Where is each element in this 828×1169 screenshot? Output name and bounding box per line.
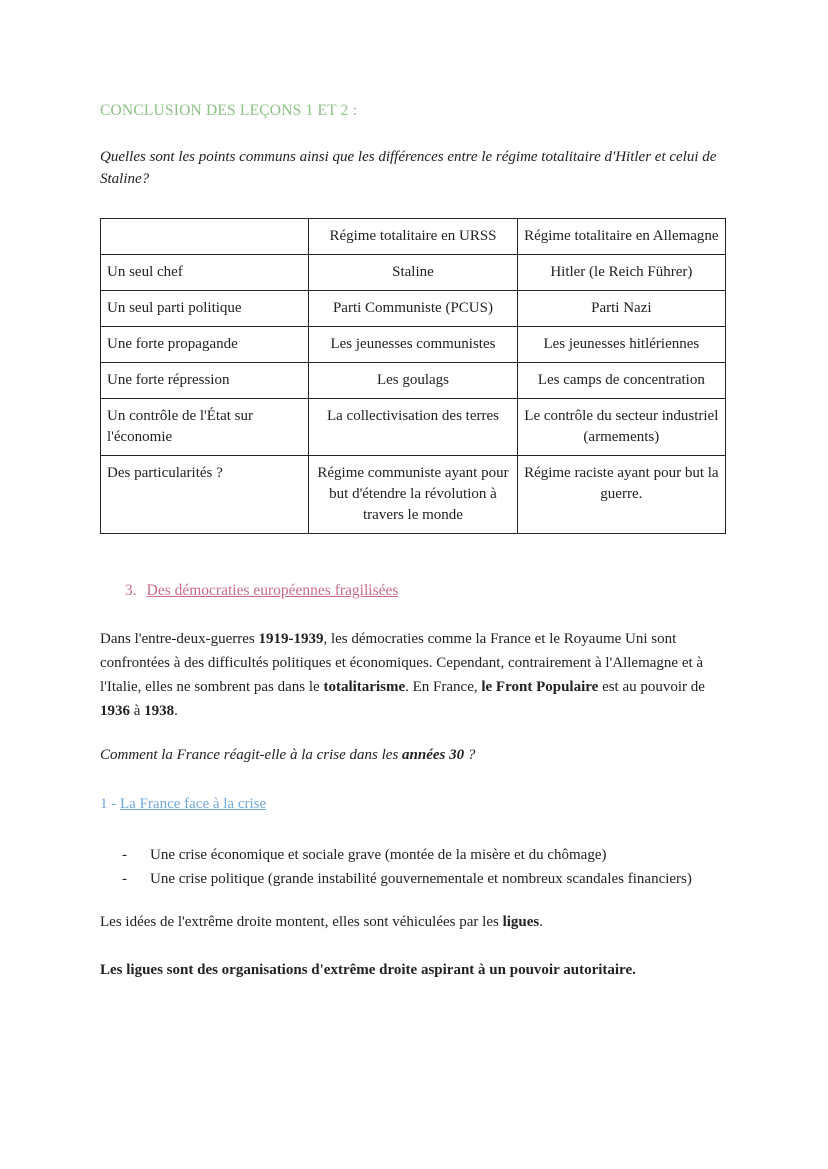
crisis-list — [122, 843, 692, 891]
table-cell: Un seul parti politique — [101, 291, 309, 327]
table-cell: Un seul chef — [101, 255, 309, 291]
ligues-definition: Les ligues sont des organisations d'extrême droite aspirant à un pouvoir autoritaire. — [100, 962, 636, 978]
ideas-keyword: ligues — [502, 914, 540, 930]
question-keyword: années 30 — [402, 747, 465, 763]
table-cell: Staline — [309, 255, 517, 291]
paragraph-text: . En France, — [405, 679, 482, 695]
table-row — [101, 255, 726, 291]
table-row — [101, 363, 726, 399]
table-cell: Une forte propagande — [101, 327, 309, 363]
bullet-marker: - — [122, 847, 127, 863]
table-cell: Les jeunesses communistes — [309, 327, 517, 363]
list-item-text: Une crise politique (grande instabilité gouvernementale et nombreux scandales financiers) — [150, 871, 692, 887]
ideas-text: Les idées de l'extrême droite montent, elles sont véhiculées par les — [100, 914, 503, 930]
comparison-table — [100, 218, 726, 534]
paragraph-text: Dans l'entre-deux-guerres — [100, 631, 259, 647]
list-item-text: Une crise économique et sociale grave (montée de la misère et du chômage) — [150, 847, 607, 863]
paragraph-years: 1919-1939 — [258, 631, 324, 647]
table-cell: Des particularités ? — [101, 456, 309, 534]
list-item — [122, 843, 692, 867]
table-cell: Parti Nazi — [517, 291, 725, 327]
ideas-text: . — [539, 914, 544, 930]
table-cell: Hitler (le Reich Führer) — [517, 255, 725, 291]
paragraph-year: 1938 — [144, 703, 175, 719]
list-item — [122, 867, 692, 891]
subsection-prefix: 1 - — [100, 796, 120, 812]
section-3-heading — [125, 582, 398, 600]
paragraph-keyword: totalitarisme — [323, 679, 406, 695]
table-cell: Une forte répression — [101, 363, 309, 399]
table-cell: Les goulags — [309, 363, 517, 399]
conclusion-title: CONCLUSION DES LEÇONS 1 ET 2 : — [100, 102, 358, 119]
bullet-marker: - — [122, 871, 127, 887]
table-cell: Les jeunesses hitlériennes — [517, 327, 725, 363]
table-header-cell: Régime totalitaire en URSS — [309, 219, 517, 255]
table-row — [101, 327, 726, 363]
crisis-question — [100, 747, 475, 764]
paragraph-text: . — [174, 703, 178, 719]
table-cell: La collectivisation des terres — [309, 399, 517, 456]
table-row — [101, 456, 726, 534]
intro-paragraph — [100, 627, 730, 723]
comparison-question: Quelles sont les points communs ainsi que les différences entre le régime totalitaire d'Hitler et celui de Staline? — [100, 149, 717, 187]
table-cell: Régime communiste ayant pour but d'étendre la révolution à travers le monde — [309, 456, 517, 534]
table-cell: Régime raciste ayant pour but la guerre. — [517, 456, 725, 534]
question-text: ? — [464, 747, 476, 763]
table-row — [101, 399, 726, 456]
question-text: Comment la France réagit-elle à la crise dans les — [100, 747, 403, 763]
table-header-cell — [101, 219, 309, 255]
table-cell: Les camps de concentration — [517, 363, 725, 399]
section-label: Des démocraties européennes fragilisées — [146, 582, 399, 599]
section-number: 3. — [125, 582, 137, 599]
ideas-paragraph — [100, 914, 543, 931]
paragraph-text: , les démocraties comme la France et le Royaume Uni sont confrontées à des difficultés politiques et économiques. Cependant, contrairement à l'Allemagne et à l'Italie, elles ne sombrent pas dans le — [100, 631, 704, 695]
paragraph-keyword: le Front Populaire — [481, 679, 599, 695]
table-row — [101, 291, 726, 327]
paragraph-text: est au pouvoir de — [598, 679, 705, 695]
table-header-row — [101, 219, 726, 255]
subsection-label: La France face à la crise — [120, 796, 267, 812]
table-cell: Un contrôle de l'État sur l'économie — [101, 399, 309, 456]
table-header-cell: Régime totalitaire en Allemagne — [517, 219, 725, 255]
subsection-1-heading — [100, 796, 266, 813]
paragraph-year: 1936 — [100, 703, 130, 719]
table-cell: Le contrôle du secteur industriel (armements) — [517, 399, 725, 456]
paragraph-text: à — [130, 703, 145, 719]
table-cell: Parti Communiste (PCUS) — [309, 291, 517, 327]
